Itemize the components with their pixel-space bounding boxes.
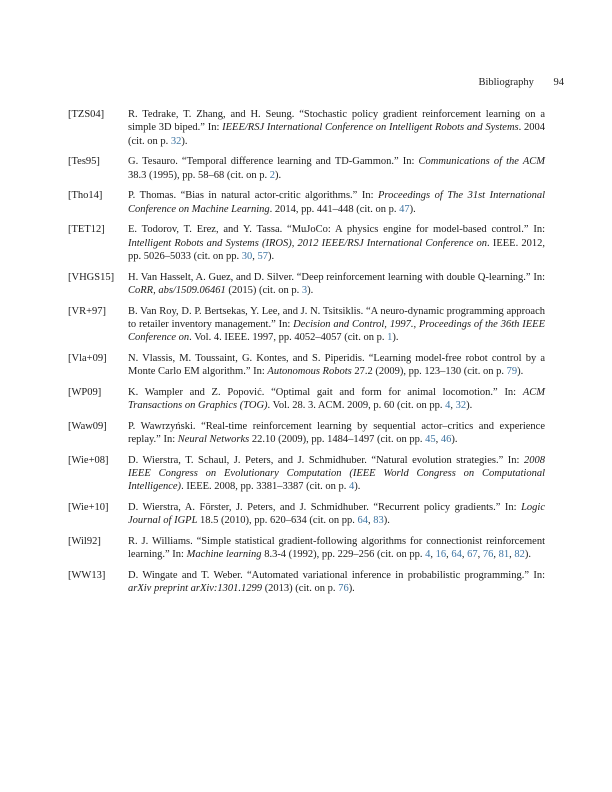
venue-title: Machine learning [186, 549, 262, 561]
bib-entry-key: [Wie+10] [68, 502, 109, 514]
bib-entry [68, 535, 545, 562]
bib-entry-key: [VHGS15] [68, 271, 115, 283]
bib-text-segment: . Vol. 28. 3. ACM. 2009, p. 60 (cit. on pp. [267, 400, 446, 412]
bib-text-segment: . 2014, pp. 441–448 (cit. on p. [269, 203, 400, 215]
bib-entry-key: [TET12] [68, 224, 105, 236]
bib-entry-text [128, 569, 545, 596]
bib-entry-text [128, 108, 545, 148]
cited-page-link[interactable]: 4 [349, 481, 355, 493]
bib-entry-text [128, 352, 545, 379]
venue-title: Intelligent Robots and Systems (IROS), 2012 IEEE/RSJ International Conference on [128, 237, 488, 249]
bib-entry-key: [TZS04] [68, 109, 105, 120]
cited-page-link[interactable]: 45 [425, 434, 436, 446]
bib-text-segment: ). [524, 549, 532, 561]
bib-text-segment: G. Tesauro. “Temporal difference learning and TD-Gammon.” In: [128, 156, 419, 168]
cited-page-link[interactable]: 76 [338, 583, 349, 595]
bib-text-segment: , [461, 549, 468, 561]
bib-text-segment: . IEEE. 2008, pp. 3381–3387 (cit. on p. [181, 481, 350, 493]
venue-title: CoRR, abs/1509.06461 [128, 284, 226, 296]
venue-title: Decision and Control, 1997., Proceedings of the 36th IEEE Conference on [128, 318, 545, 344]
venue-title: Proceedings of The 31st International Conference on Machine Learning [128, 190, 545, 215]
bib-text-segment: , [435, 434, 441, 446]
bib-entry [68, 271, 545, 298]
venue-title: Communications of the ACM [418, 156, 545, 168]
cited-page-link[interactable]: 4 [425, 549, 431, 561]
bib-text-segment: (2013) (cit. on p. [262, 583, 339, 595]
bib-text-segment: P. Wawrzyński. “Real-time reinforcement learning by sequential actor–critics and experience replay.” In: [128, 420, 545, 446]
bib-text-segment: , [368, 515, 374, 527]
bib-entry [68, 223, 545, 263]
bib-entry-text [128, 271, 545, 298]
bib-text-segment: D. Wierstra, T. Schaul, J. Peters, and J. Schmidhuber. “Natural evolution strategies.” In: [128, 454, 524, 466]
bib-text-segment: K. Wampler and Z. Popović. “Optimal gait and form for animal locomotion.” In: [128, 386, 523, 398]
cited-page-link[interactable]: 82 [514, 549, 525, 561]
bib-text-segment: , [446, 549, 452, 561]
bib-text-segment: 22.10 (2009), pp. 1484–1497 (cit. on pp. [249, 434, 426, 446]
bib-entry [68, 420, 545, 447]
running-header [68, 76, 564, 89]
bib-text-segment: , [252, 250, 258, 262]
bib-text-segment: ). [383, 515, 390, 527]
cited-page-link[interactable]: 30 [241, 250, 253, 262]
bib-entry [68, 108, 545, 148]
bib-text-segment: . IEEE. 2012, pp. 5026–5033 (cit. on pp. [128, 237, 545, 262]
bib-text-segment: ). [466, 400, 473, 412]
bib-entry-text [128, 223, 545, 263]
cited-page-link[interactable]: 81 [498, 549, 510, 561]
bib-text-segment: ). [268, 250, 275, 262]
bib-entry-key: [Tes95] [68, 156, 100, 168]
bib-text-segment: 38.3 (1995), pp. 58–68 (cit. on p. [128, 169, 270, 181]
cited-page-link[interactable]: 32 [170, 135, 182, 147]
bibliography-list [68, 108, 545, 603]
bib-text-segment: ). [517, 366, 524, 378]
bib-text-segment: R. Tedrake, T. Zhang, and H. Seung. “Stochastic policy gradient reinforcement learning on a simple 3D biped.” In: [128, 109, 545, 134]
bib-entry-key: [Vla+09] [68, 352, 107, 364]
bib-text-segment: , [430, 549, 436, 561]
cited-page-link[interactable]: 4 [445, 400, 451, 412]
bib-text-segment: R. J. Williams. “Simple statistical gradient-following algorithms for connectionist reinforcement learning.” In: [128, 536, 545, 561]
cited-page-link[interactable]: 32 [455, 400, 467, 412]
cited-page-link[interactable]: 57 [257, 250, 268, 262]
bib-entry-text [128, 535, 545, 562]
bib-entry-key: [Waw09] [68, 420, 107, 432]
bib-entry-key: [Wil92] [68, 536, 101, 548]
bib-entry-text [128, 420, 545, 447]
bib-text-segment: , [477, 549, 483, 561]
bib-entry [68, 155, 545, 182]
cited-page-link[interactable]: 64 [357, 515, 369, 527]
bib-entry [68, 386, 545, 413]
venue-title: 2008 IEEE Congress on Evolutionary Computation (IEEE World Congress on Computational Intelligence) [128, 454, 545, 493]
cited-page-link[interactable]: 1 [387, 332, 393, 344]
bib-entry-text [128, 305, 545, 345]
bib-entry [68, 352, 545, 379]
cited-page-link[interactable]: 67 [467, 549, 478, 561]
bib-text-segment: , [509, 549, 515, 561]
bib-entry [68, 569, 545, 596]
cited-page-link[interactable]: 76 [482, 549, 494, 561]
bib-text-segment: , [493, 549, 499, 561]
venue-title: Autonomous Robots [267, 366, 352, 378]
bib-entry-text [128, 189, 545, 216]
bib-text-segment: 18.5 (2010), pp. 620–634 (cit. on pp. [197, 515, 358, 527]
cited-page-link[interactable]: 79 [506, 366, 518, 378]
bib-entry-text [128, 155, 545, 182]
cited-page-link[interactable]: 83 [373, 515, 384, 527]
bib-entry-key: [VR+97] [68, 305, 107, 317]
bib-text-segment: . Vol. 4. IEEE. 1997, pp. 4052–4057 (cit. on p. [189, 332, 388, 344]
bib-text-segment: . 2004 (cit. on p. [128, 122, 546, 147]
bib-text-segment: H. Van Hasselt, A. Guez, and D. Silver. “Deep reinforcement learning with double Q-learning.” In: [128, 271, 545, 283]
bib-text-segment: ). [409, 203, 416, 215]
cited-page-link[interactable]: 16 [435, 549, 447, 561]
cited-page-link[interactable]: 64 [451, 549, 462, 561]
bib-text-segment: ). [181, 135, 188, 147]
venue-title: arXiv preprint arXiv:1301.1299 [128, 583, 263, 595]
cited-page-link[interactable]: 46 [440, 434, 452, 446]
bib-text-segment: N. Vlassis, M. Toussaint, G. Kontes, and S. Piperidis. “Learning model-free robot control by a Monte Carlo EM algorithm.” In: [128, 352, 545, 378]
bib-text-segment: 8.3-4 (1992), pp. 229–256 (cit. on pp. [261, 549, 426, 561]
bib-text-segment: (2015) (cit. on p. [225, 284, 302, 296]
page-number: 94 [553, 77, 564, 88]
bib-text-segment: ). [307, 284, 314, 296]
bib-text-segment: E. Todorov, T. Erez, and Y. Tassa. “MuJoCo: A physics engine for model-based control.” In: [128, 224, 545, 236]
bib-entry [68, 305, 545, 345]
bib-entry-key: [WW13] [68, 570, 106, 581]
bib-entry-text [128, 386, 545, 413]
cited-page-link[interactable]: 3 [301, 284, 308, 296]
bib-text-segment: ). [348, 583, 355, 595]
venue-title: IEEE/RSJ International Conference on Intelligent Robots and Systems [222, 122, 519, 134]
bib-entry [68, 189, 545, 216]
bib-entry [68, 501, 545, 528]
bib-text-segment: ). [354, 481, 361, 493]
bib-text-segment: D. Wingate and T. Weber. “Automated variational inference in probabilistic programming.” In: [128, 570, 545, 581]
bib-entry-key: [WP09] [68, 386, 102, 398]
bib-text-segment: ). [275, 169, 282, 181]
bib-text-segment: ). [392, 332, 399, 344]
bib-entry-key: [Tho14] [68, 190, 103, 202]
bib-text-segment: D. Wierstra, A. Förster, J. Peters, and J. Schmidhuber. “Recurrent policy gradients.” In: [128, 502, 522, 514]
cited-page-link[interactable]: 2 [269, 169, 275, 181]
bib-text-segment: B. Van Roy, D. P. Bertsekas, Y. Lee, and J. N. Tsitsiklis. “A neuro-dynamic programming approach to retailer inventory management.” In: [128, 305, 545, 330]
bib-text-segment: 27.2 (2009), pp. 123–130 (cit. on p. [351, 366, 507, 378]
venue-title: Logic Journal of IGPL [128, 502, 545, 527]
bib-text-segment: , [450, 400, 456, 412]
bib-entry [68, 454, 545, 494]
bib-text-segment: ). [451, 434, 458, 446]
venue-title: ACM Transactions on Graphics (TOG) [128, 386, 545, 412]
bib-text-segment: P. Thomas. “Bias in natural actor-critic algorithms.” In: [128, 190, 379, 202]
bib-entry-text [128, 454, 545, 494]
cited-page-link[interactable]: 47 [399, 203, 410, 215]
bib-entry-key: [Wie+08] [68, 454, 109, 466]
running-header-title: Bibliography [478, 77, 534, 88]
bib-entry-text [128, 501, 545, 528]
venue-title: Neural Networks [177, 434, 250, 446]
